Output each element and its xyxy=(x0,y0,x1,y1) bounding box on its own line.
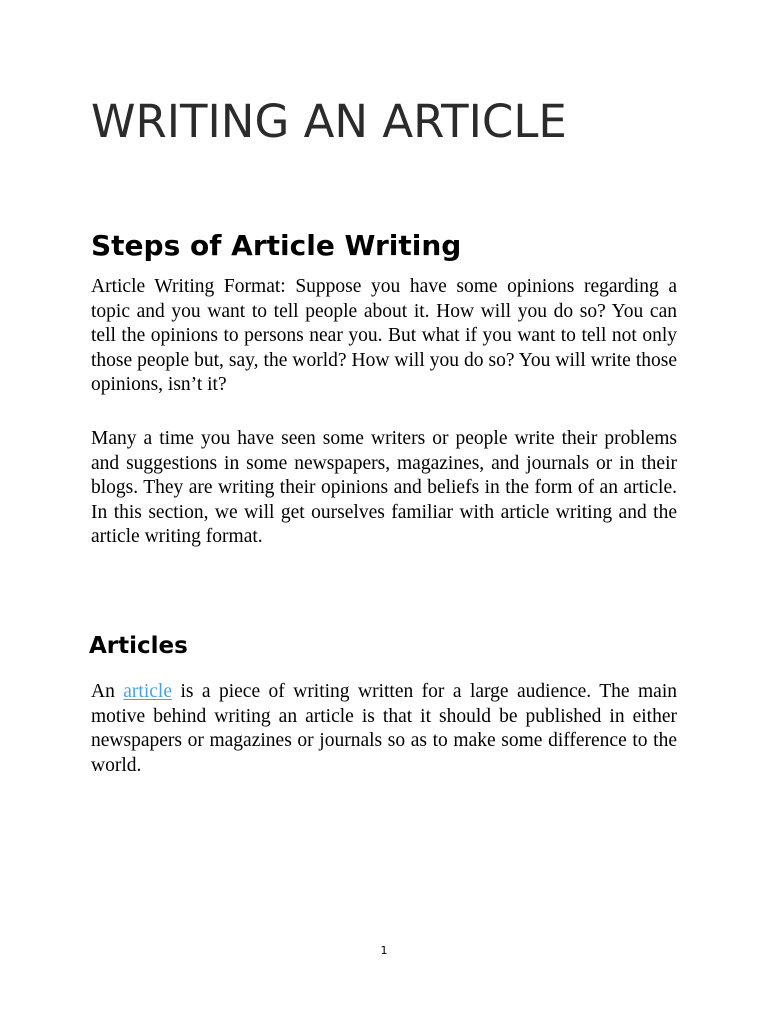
paragraph-writers-opinions: Many a time you have seen some writers or people write their problems and suggestions in some newspapers, magazines, and journals or in their blogs. They are writing their opinions and beliefs in the form of an article. In this section, we will get ourselves familiar with article writing and the article writing format. xyxy=(91,428,677,547)
section-heading-steps: Steps of Article Writing xyxy=(91,229,462,262)
page-number: 1 xyxy=(380,944,388,957)
paragraph-text-before-link: An xyxy=(91,681,124,702)
paragraph-text-after-link: is a piece of writing written for a large audience. The main motive behind writing an article is that it should be published in either newspapers or magazines or journals so as to make some difference to the world. xyxy=(91,681,677,776)
paragraph-article-writing-format: Article Writing Format: Suppose you have some opinions regarding a topic and you want to tell people about it. How will you do so? You can tell the opinions to persons near you. But what if you want to tell not only those people but, say, the world? How will you do so? You will write those opinions, isn’t it? xyxy=(91,276,677,395)
section-heading-articles: Articles xyxy=(89,633,188,659)
document-title: WRITING AN ARTICLE xyxy=(91,95,567,148)
article-link[interactable]: article xyxy=(123,681,172,702)
paragraph-article-definition xyxy=(91,680,677,778)
